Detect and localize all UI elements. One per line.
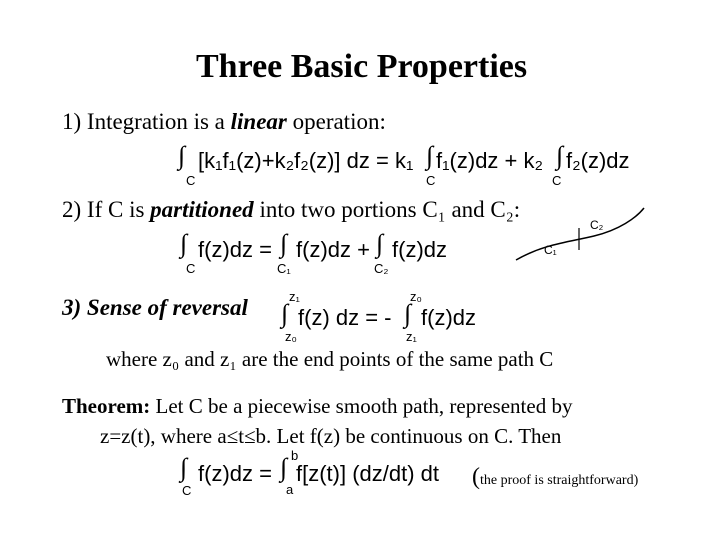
theorem-term-1: f(z)dz = — [198, 461, 272, 486]
integral-lower-limit: z₀ — [285, 329, 297, 344]
proof-paren: ( — [472, 464, 480, 490]
property-1-lhs: [k₁f₁(z)+k₂f₂(z)] dz = k₁ — [198, 148, 414, 173]
integral-sign: ∫ — [556, 141, 564, 170]
property-1-statement — [62, 110, 386, 133]
proof-text: the proof is straightforward) — [480, 473, 639, 488]
integral-upper-limit: z₁ — [289, 289, 300, 304]
integral-subscript: C — [186, 173, 196, 188]
integral-upper-limit: z₀ — [410, 289, 422, 304]
integral-sign: ∫ — [180, 453, 188, 482]
integral-subscript: C — [426, 173, 436, 188]
property-2-term-1: f(z)dz = — [198, 237, 272, 262]
property-3-term-2: f(z)dz — [421, 305, 476, 330]
theorem-text-1: Let C be a piecewise smooth path, represented by — [150, 394, 573, 418]
theorem-label: Theorem: — [62, 394, 151, 418]
integral-sign: ∫ — [426, 141, 434, 170]
integral-sign: ∫ — [281, 299, 289, 328]
integral-subscript: C — [182, 483, 192, 498]
path-partition-figure — [514, 204, 654, 274]
property-2-term-2: f(z)dz + — [296, 237, 370, 262]
integral-sign: ∫ — [404, 299, 412, 328]
integral-lower-limit: z₁ — [406, 329, 417, 344]
integral-sign: ∫ — [376, 229, 384, 258]
integral-sign: ∫ — [180, 229, 188, 258]
property-1-mid: f₁(z)dz + k₂ — [436, 148, 544, 173]
integral-sign: ∫ — [178, 141, 186, 170]
property-2-emphasis: partitioned — [150, 197, 254, 222]
property-1-prefix: 1) Integration is a — [62, 109, 231, 134]
property-1-suffix: operation: — [286, 109, 386, 134]
property-1-end: f₂(z)dz — [566, 148, 630, 173]
integral-subscript: C — [552, 173, 562, 188]
property-2-prefix: 2) If C is — [62, 197, 151, 222]
integral-subscript: C — [186, 261, 196, 276]
integral-subscript: C₁ — [277, 261, 291, 276]
property-2-term-3: f(z)dz — [392, 237, 447, 262]
path-label-c1: C₁ — [544, 243, 557, 257]
property-3-label: 3) Sense of reversal — [62, 295, 248, 320]
slide-title: Three Basic Properties — [196, 48, 528, 85]
property-1-emphasis: linear — [230, 109, 287, 134]
theorem-line-1 — [62, 396, 572, 417]
integral-upper-limit: b — [291, 448, 299, 463]
endpoints-note: where z₀ and z₁ are the end points of the same path C — [106, 347, 554, 371]
integral-lower-limit: a — [286, 482, 294, 497]
proof-note — [472, 465, 638, 489]
property-2-statement — [62, 198, 520, 221]
path-label-c2: C₂ — [590, 218, 604, 232]
theorem-line-2: z=z(t), where a≤t≤b. Let f(z) be continuous on C. Then — [100, 424, 562, 448]
theorem-term-2: f[z(t)] (dz/dt) dt — [296, 461, 440, 486]
property-3-term-1: f(z) dz = - — [298, 305, 392, 330]
integral-subscript: C₂ — [374, 261, 389, 276]
path-curve — [516, 208, 644, 260]
property-2-suffix: into two portions C₁ and C₂: — [253, 197, 521, 222]
integral-sign: ∫ — [280, 453, 288, 482]
integral-sign: ∫ — [280, 229, 288, 258]
